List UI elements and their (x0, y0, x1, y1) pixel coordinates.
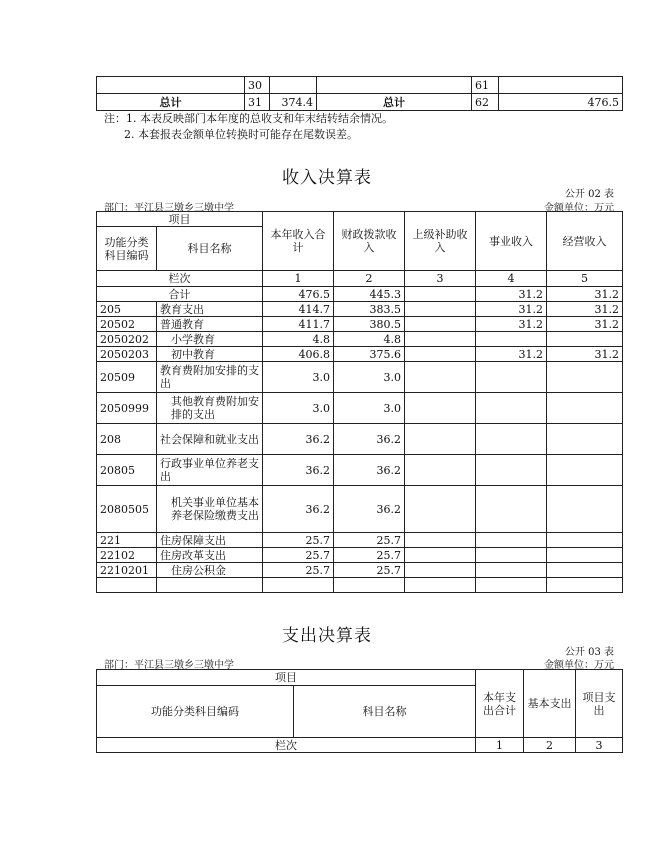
header-item: 项目 (97, 670, 476, 686)
cell-subject-name: 社会保障和就业支出 (157, 424, 263, 455)
cell-fiscal: 36.2 (334, 455, 405, 486)
cell-operating (547, 548, 623, 563)
table-row (97, 77, 623, 94)
header-basic: 基本支出 (524, 670, 576, 738)
cell-total: 36.2 (263, 424, 334, 455)
cell-business (476, 578, 547, 593)
cell-total: 25.7 (263, 548, 334, 563)
form-code: 公开 03 表 (564, 647, 614, 658)
row-number: 61 (472, 77, 499, 94)
cell-total: 3.0 (263, 362, 334, 393)
cell-func-code: 20502 (97, 317, 157, 332)
table-row (97, 347, 623, 362)
cell-subject-name (157, 578, 263, 593)
cell-superior (405, 393, 476, 424)
cell-superior (405, 362, 476, 393)
cell-business: 31.2 (476, 317, 547, 332)
cell-subject-name: 机关事业单位基本养老保险缴费支出 (157, 486, 263, 533)
cell-fiscal: 380.5 (334, 317, 405, 332)
table-row (97, 317, 623, 332)
header-superior: 上级补助收入 (405, 212, 476, 271)
cell-fiscal: 36.2 (334, 486, 405, 533)
header-subject-name: 科目名称 (157, 227, 263, 271)
cell-total: 36.2 (263, 455, 334, 486)
table-notes (104, 111, 393, 143)
table-row (97, 563, 623, 578)
cell-total: 36.2 (263, 486, 334, 533)
total-value: 476.5 (499, 94, 623, 111)
amount-unit: 金额单位：万元 (544, 660, 614, 671)
cell-operating (547, 332, 623, 347)
cell-total: 3.0 (263, 393, 334, 424)
cell-business (476, 424, 547, 455)
row-number: 62 (472, 94, 499, 111)
col-label: 栏次 (97, 738, 476, 753)
cell-subject-name: 小学教育 (157, 332, 263, 347)
row-number: 31 (245, 94, 270, 111)
cell-operating (547, 578, 623, 593)
cell-fiscal (334, 578, 405, 593)
cell-fiscal: 3.0 (334, 362, 405, 393)
col-number: 2 (524, 738, 576, 753)
table-row (97, 287, 623, 302)
table-row (97, 302, 623, 317)
cell-total: 25.7 (263, 563, 334, 578)
cell-subject-name: 教育费附加安排的支出 (157, 362, 263, 393)
cell-fiscal: 4.8 (334, 332, 405, 347)
header-operating: 经营收入 (547, 212, 623, 271)
cell-superior (405, 424, 476, 455)
cell-subject-name: 住房改革支出 (157, 548, 263, 563)
column-index-row (97, 738, 623, 753)
income-table (96, 211, 623, 593)
col-number: 5 (547, 271, 623, 287)
col-number: 2 (334, 271, 405, 287)
note-line: 2. 本套报表金额单位转换时可能存在尾数误差。 (124, 128, 358, 141)
cell-func-code: 2050999 (97, 393, 157, 424)
column-index-row (97, 271, 623, 287)
cell-operating (547, 486, 623, 533)
cell-business: 31.2 (476, 302, 547, 317)
cell-fiscal: 25.7 (334, 533, 405, 548)
cell-business: 31.2 (476, 287, 547, 302)
col-number: 4 (476, 271, 547, 287)
cell-total: 476.5 (263, 287, 334, 302)
cell-subject-name: 住房公积金 (157, 563, 263, 578)
cell-business (476, 362, 547, 393)
row-number: 30 (245, 77, 270, 94)
cell-operating: 31.2 (547, 302, 623, 317)
header-func-code: 功能分类科目编码 (97, 686, 294, 738)
cell-subject-name: 行政事业单位养老支出 (157, 455, 263, 486)
col-number: 3 (405, 271, 476, 287)
table-row (97, 362, 623, 393)
cell-superior (405, 533, 476, 548)
note-line: 注：1. 本表反映部门本年度的总收支和年末结转结余情况。 (104, 112, 393, 125)
cell-func-code: 22102 (97, 548, 157, 563)
cell-total (263, 578, 334, 593)
col-number: 1 (476, 738, 524, 753)
cell-func-code: 20509 (97, 362, 157, 393)
table-row (97, 424, 623, 455)
header-subject-name: 科目名称 (294, 686, 476, 738)
cell-func-code (97, 578, 157, 593)
cell-total: 25.7 (263, 533, 334, 548)
cell-business (476, 563, 547, 578)
cell-func-code: 2210201 (97, 563, 157, 578)
cell-total: 4.8 (263, 332, 334, 347)
expense-table (96, 669, 623, 753)
total-row (97, 94, 623, 111)
table-row (97, 455, 623, 486)
header-item: 项目 (97, 212, 263, 227)
cell-business (476, 548, 547, 563)
expense-title: 支出决算表 (282, 626, 372, 646)
cell-operating: 31.2 (547, 287, 623, 302)
cell-subject-name: 初中教育 (157, 347, 263, 362)
cell-func-code: 205 (97, 302, 157, 317)
cell-func-code: 20805 (97, 455, 157, 486)
income-title: 收入决算表 (282, 168, 372, 188)
header-business: 事业收入 (476, 212, 547, 271)
table-row (97, 578, 623, 593)
header-fiscal: 财政拨款收入 (334, 212, 405, 271)
cell-business (476, 332, 547, 347)
cell-operating (547, 563, 623, 578)
cell-business (476, 455, 547, 486)
cell-superior (405, 302, 476, 317)
total-value: 374.4 (270, 94, 317, 111)
cell-superior (405, 287, 476, 302)
cell-superior (405, 347, 476, 362)
total-label: 总计 (317, 94, 472, 111)
cell-fiscal: 25.7 (334, 563, 405, 578)
cell-superior (405, 548, 476, 563)
cell-fiscal: 36.2 (334, 424, 405, 455)
cell-superior (405, 563, 476, 578)
cell-business (476, 533, 547, 548)
cell-subject-name: 教育支出 (157, 302, 263, 317)
cell-fiscal: 25.7 (334, 548, 405, 563)
cell-subject-name: 合计 (97, 287, 263, 302)
header-total: 本年收入合计 (263, 212, 334, 271)
cell-business (476, 393, 547, 424)
cell-func-code: 2050202 (97, 332, 157, 347)
table-row (97, 332, 623, 347)
cell-fiscal: 3.0 (334, 393, 405, 424)
cell-func-code: 2050203 (97, 347, 157, 362)
form-code: 公开 02 表 (564, 189, 614, 200)
table-row (97, 548, 623, 563)
department: 部门：平江县三墩乡三墩中学 (104, 660, 234, 671)
header-func-code: 功能分类科目编码 (97, 227, 157, 271)
header-row (97, 212, 623, 227)
cell-total: 406.8 (263, 347, 334, 362)
header-total: 本年支出合计 (476, 670, 524, 738)
cell-func-code: 2080505 (97, 486, 157, 533)
col-number: 3 (576, 738, 623, 753)
previous-table-fragment (96, 76, 623, 111)
total-label: 总计 (97, 94, 245, 111)
cell-operating (547, 393, 623, 424)
cell-business (476, 486, 547, 533)
cell-subject-name: 住房保障支出 (157, 533, 263, 548)
header-project: 项目支出 (576, 670, 623, 738)
cell-func-code: 208 (97, 424, 157, 455)
cell-superior (405, 317, 476, 332)
col-label: 栏次 (97, 271, 263, 287)
cell-total: 411.7 (263, 317, 334, 332)
cell-total: 414.7 (263, 302, 334, 317)
cell-superior (405, 486, 476, 533)
table-row (97, 486, 623, 533)
cell-operating (547, 362, 623, 393)
header-row (97, 670, 623, 686)
table-row (97, 393, 623, 424)
table-row (97, 533, 623, 548)
cell-subject-name: 普通教育 (157, 317, 263, 332)
cell-superior (405, 332, 476, 347)
cell-operating (547, 533, 623, 548)
department: 部门：平江县三墩乡三墩中学 (104, 203, 234, 214)
cell-fiscal: 383.5 (334, 302, 405, 317)
col-number: 1 (263, 271, 334, 287)
cell-superior (405, 578, 476, 593)
cell-superior (405, 455, 476, 486)
amount-unit: 金额单位：万元 (544, 203, 614, 214)
cell-func-code: 221 (97, 533, 157, 548)
cell-subject-name: 其他教育费附加安排的支出 (157, 393, 263, 424)
cell-business: 31.2 (476, 347, 547, 362)
cell-fiscal: 445.3 (334, 287, 405, 302)
cell-fiscal: 375.6 (334, 347, 405, 362)
cell-operating (547, 424, 623, 455)
cell-operating: 31.2 (547, 317, 623, 332)
cell-operating (547, 455, 623, 486)
cell-operating: 31.2 (547, 347, 623, 362)
